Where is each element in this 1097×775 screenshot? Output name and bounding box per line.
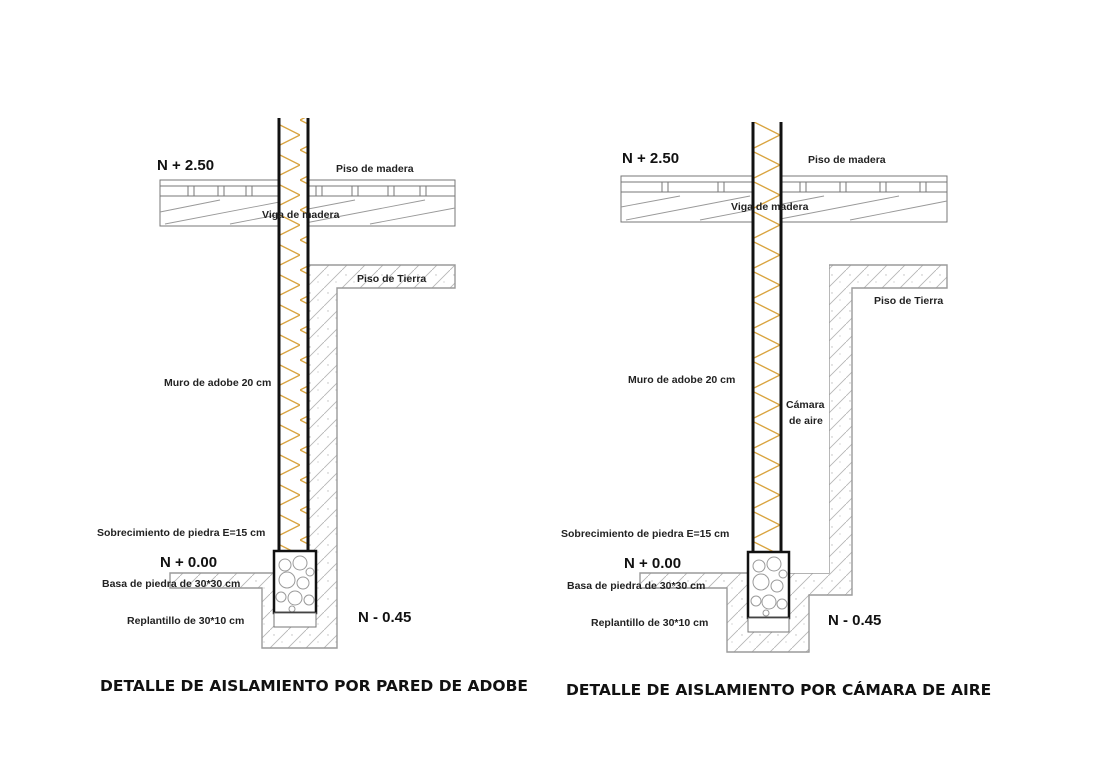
blinding-label: Replantillo de 30*10 cm: [591, 617, 709, 629]
wall-label: Muro de adobe 20 cm: [164, 377, 272, 389]
stone-base: [274, 551, 316, 627]
level-top-label: N + 2.50: [157, 157, 215, 174]
stone-base: [748, 552, 789, 632]
wall-label: Muro de adobe 20 cm: [628, 374, 736, 386]
ground-label: Piso de Tierra: [357, 273, 427, 285]
adobe-wall: [753, 122, 781, 552]
floor-label: Piso de madera: [336, 163, 414, 175]
adobe-wall: [279, 118, 308, 551]
level-bottom-label: N - 0.45: [828, 612, 882, 629]
air-chamber-label-line2: de aire: [789, 415, 823, 427]
blinding-label: Replantillo de 30*10 cm: [127, 615, 245, 627]
diagram-title: DETALLE DE AISLAMIENTO POR CÁMARA DE AIRE: [566, 681, 992, 699]
base-label: Basa de piedra de 30*30 cm: [567, 580, 706, 592]
floor-label: Piso de madera: [808, 154, 886, 166]
ground-label: Piso de Tierra: [874, 295, 944, 307]
level-top-label: N + 2.50: [622, 150, 680, 167]
level-zero-label: N + 0.00: [624, 555, 682, 572]
level-bottom-label: N - 0.45: [358, 609, 412, 626]
plinth-label: Sobrecimiento de piedra E=15 cm: [561, 528, 730, 540]
base-label: Basa de piedra de 30*30 cm: [102, 578, 241, 590]
wood-floor: [621, 176, 947, 192]
level-zero-label: N + 0.00: [160, 554, 218, 571]
diagram-title: DETALLE DE AISLAMIENTO POR PARED DE ADOBE: [100, 677, 528, 695]
air-chamber-label-line1: Cámara: [786, 399, 825, 411]
plinth-label: Sobrecimiento de piedra E=15 cm: [97, 527, 266, 539]
beam-label: Viga de madera: [262, 209, 340, 221]
beam-label: Viga de madera: [731, 201, 809, 213]
